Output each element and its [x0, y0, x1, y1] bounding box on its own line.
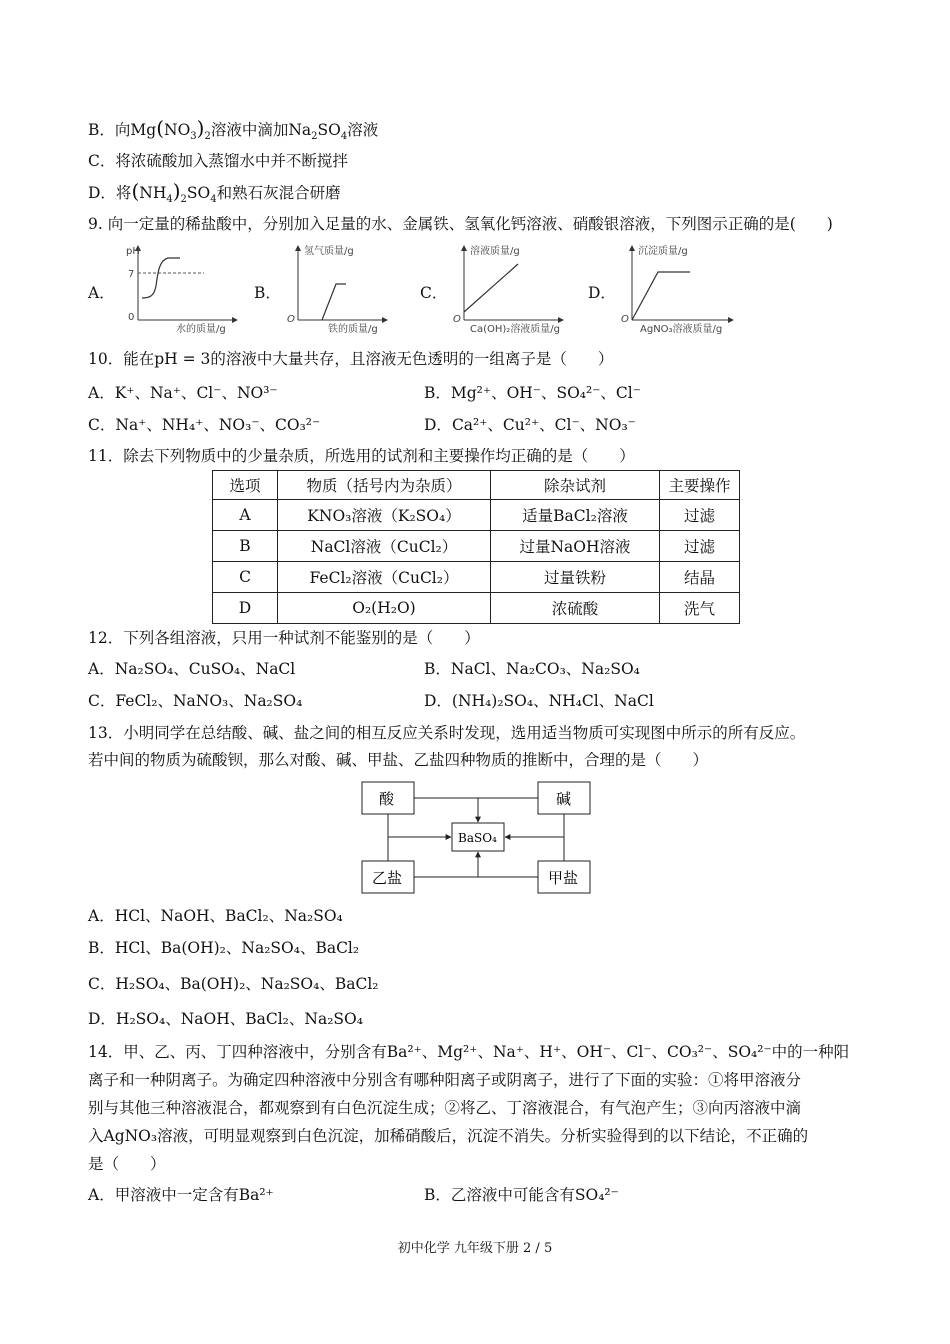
- q9-graph-c-xlabel: Ca(OH)₂溶液质量/g: [470, 324, 561, 334]
- table-cell: B: [213, 531, 278, 562]
- table-cell: A: [213, 500, 278, 531]
- salt-b-label: 乙盐: [372, 869, 403, 887]
- q12-option-b: B．NaCl、Na₂CO₃、Na₂SO₄: [424, 660, 640, 678]
- q9-graph-a-tick: 7: [128, 269, 135, 280]
- q13-reaction-diagram: [361, 781, 593, 895]
- salt-a-label: 甲盐: [548, 869, 579, 887]
- table-header: 主要操作: [660, 471, 740, 500]
- q12-option-a: A．Na₂SO₄、CuSO₄、NaCl: [88, 660, 296, 678]
- q13-stem-line1: 13．小明同学在总结酸、碱、盐之间的相互反应关系时发现，选用适当物质可实现图中所示的所有反应。: [88, 724, 806, 742]
- table-row: [213, 562, 740, 593]
- q9-graph-b: [284, 242, 394, 334]
- table-cell: 适量BaCl₂溶液: [491, 500, 660, 531]
- q13-option-a: A．HCl、NaOH、BaCl₂、Na₂SO₄: [88, 907, 343, 925]
- q12-option-d: D．(NH₄)₂SO₄、NH₄Cl、NaCl: [424, 692, 654, 710]
- q9-graph-d: [618, 242, 748, 334]
- q10-stem: 10．能在pH = 3的溶液中大量共存，且溶液无色透明的一组离子是（ ）: [88, 350, 614, 368]
- q14-option-a: A．甲溶液中一定含有Ba²⁺: [88, 1186, 274, 1204]
- table-cell: O₂(H₂O): [278, 593, 491, 624]
- q14-option-b: B．乙溶液中可能含有SO₄²⁻: [424, 1186, 619, 1204]
- q9-graph-b-xlabel: 铁的质量/g: [328, 324, 378, 334]
- q8-option-c: C．将浓硫酸加入蒸馏水中并不断搅拌: [88, 152, 348, 170]
- q9-stem: 9. 向一定量的稀盐酸中，分别加入足量的水、金属铁、氢氧化钙溶液、硝酸银溶液，下列图示正确的是( ): [88, 215, 833, 233]
- table-cell: D: [213, 593, 278, 624]
- q14-stem-line4: 入AgNO₃溶液，可明显观察到白色沉淀，加稀硝酸后，沉淀不消失。分析实验得到的以下结论，不正确的: [88, 1127, 809, 1145]
- q14-stem-line2: 离子和一种阴离子。为确定四种溶液中分别含有哪种阳离子或阴离子，进行了下面的实验：①将甲溶液分: [88, 1071, 802, 1089]
- base-label: 碱: [556, 790, 572, 808]
- q9-graph-a-ylabel: pH: [126, 246, 140, 257]
- q13-stem-line2: 若中间的物质为硫酸钡，那么对酸、碱、甲盐、乙盐四种物质的推断中，合理的是（ ）: [88, 751, 709, 769]
- table-header: 选项: [213, 471, 278, 500]
- table-cell: KNO₃溶液（K₂SO₄）: [278, 500, 491, 531]
- q14-stem-line3: 别与其他三种溶液混合，都观察到有白色沉淀生成；②将乙、丁溶液混合，有气泡产生；③向丙溶液中滴: [88, 1099, 802, 1117]
- q9-graph-b-origin: O: [287, 314, 295, 325]
- q9-graph-d-ylabel: 沉淀质量/g: [638, 246, 688, 257]
- q11-stem: 11．除去下列物质中的少量杂质，所选用的试剂和主要操作均正确的是（ ）: [88, 447, 635, 465]
- table-cell: 过量NaOH溶液: [491, 531, 660, 562]
- q9-graph-a-origin: 0: [128, 312, 135, 323]
- table-cell: NaCl溶液（CuCl₂）: [278, 531, 491, 562]
- q11-options-table: [212, 470, 740, 624]
- q9-graph-c-origin: O: [453, 314, 461, 325]
- table-header-row: [213, 471, 740, 500]
- q9-graph-a-xlabel: 水的质量/g: [176, 324, 226, 334]
- table-cell: C: [213, 562, 278, 593]
- page-footer: 初中化学 九年级下册 2 / 5: [397, 1241, 553, 1256]
- q13-option-c: C．H₂SO₄、Ba(OH)₂、Na₂SO₄、BaCl₂: [88, 975, 379, 993]
- q14-stem-line5: 是（ ）: [88, 1155, 166, 1173]
- acid-label: 酸: [379, 790, 395, 808]
- q9-graph-c-ylabel: 溶液质量/g: [470, 246, 520, 257]
- table-header: 物质（括号内为杂质）: [278, 471, 491, 500]
- q9-graph-a: [124, 242, 244, 334]
- table-row: [213, 531, 740, 562]
- q10-option-c: C．Na⁺、NH₄⁺、NO₃⁻、CO₃²⁻: [88, 416, 321, 434]
- table-cell: 过滤: [660, 500, 740, 531]
- table-row: [213, 500, 740, 531]
- q12-stem: 12．下列各组溶液，只用一种试剂不能鉴别的是（ ）: [88, 629, 480, 647]
- q12-option-c: C．FeCl₂、NaNO₃、Na₂SO₄: [88, 692, 303, 710]
- q14-stem-line1: 14．甲、乙、丙、丁四种溶液中，分别含有Ba²⁺、Mg²⁺、Na⁺、H⁺、OH⁻、Cl⁻、CO₃²⁻、SO₄²⁻中的一种阳: [88, 1043, 850, 1061]
- table-cell: 过滤: [660, 531, 740, 562]
- q9-option-b-letter: B．: [254, 284, 281, 302]
- q9-graph-d-xlabel: AgNO₃溶液质量/g: [640, 324, 723, 334]
- q9-graph-d-origin: O: [621, 314, 629, 325]
- q13-option-b: B．HCl、Ba(OH)₂、Na₂SO₄、BaCl₂: [88, 939, 360, 957]
- center-label: BaSO₄: [458, 831, 497, 845]
- table-cell: 洗气: [660, 593, 740, 624]
- q9-option-c-letter: C．: [420, 284, 448, 302]
- q8-option-b: B．向$Mg(NO_3)_2$溶液中滴加$Na_2SO_4$溶液: [88, 116, 379, 143]
- q9-graph-b-ylabel: 氢气质量/g: [304, 246, 354, 257]
- q8-option-d: D．将$(NH_4)_2SO_4$和熟石灰混合研磨: [88, 179, 341, 206]
- q9-option-d-letter: D．: [588, 284, 616, 302]
- table-header: 除杂试剂: [491, 471, 660, 500]
- table-row: [213, 593, 740, 624]
- q10-option-d: D．Ca²⁺、Cu²⁺、Cl⁻、NO₃⁻: [424, 416, 636, 434]
- q10-option-b: B．Mg²⁺、OH⁻、SO₄²⁻、Cl⁻: [424, 384, 641, 402]
- q9-option-a-letter: A．: [88, 284, 115, 302]
- q13-option-d: D．H₂SO₄、NaOH、BaCl₂、Na₂SO₄: [88, 1010, 363, 1028]
- table-cell: 浓硫酸: [491, 593, 660, 624]
- q10-option-a: A．K⁺、Na⁺、Cl⁻、NO³⁻: [88, 384, 278, 402]
- q9-graph-c: [450, 242, 580, 334]
- table-cell: 结晶: [660, 562, 740, 593]
- table-cell: 过量铁粉: [491, 562, 660, 593]
- table-cell: FeCl₂溶液（CuCl₂）: [278, 562, 491, 593]
